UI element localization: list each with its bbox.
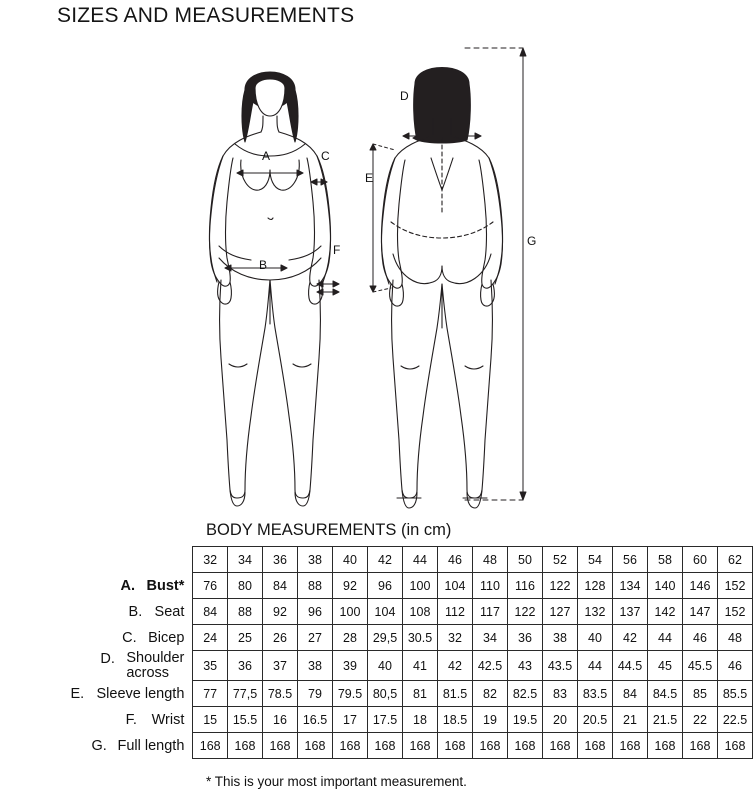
measurement-value-cell: 168 <box>402 733 437 759</box>
measurement-value-cell: 44.5 <box>612 651 647 681</box>
back-waist-line <box>391 222 493 238</box>
measurement-value-cell: 29,5 <box>367 625 402 651</box>
measurement-label-cell <box>0 681 193 707</box>
measurement-value-cell: 100 <box>402 573 437 599</box>
measurement-value-cell: 17 <box>332 707 367 733</box>
size-header-cell: 54 <box>577 547 612 573</box>
measurement-value-cell: 37 <box>262 651 297 681</box>
table-row <box>0 681 753 707</box>
size-header-cell: 52 <box>542 547 577 573</box>
size-header-cell: 50 <box>507 547 542 573</box>
front-wrist-arrow <box>317 281 339 295</box>
table-row <box>0 707 753 733</box>
front-knees <box>229 364 311 367</box>
measurement-value-cell: 28 <box>332 625 367 651</box>
measurement-value-cell: 77 <box>193 681 228 707</box>
measurement-value-cell: 80 <box>227 573 262 599</box>
back-left-leg <box>392 280 443 498</box>
measurement-value-cell: 122 <box>507 599 542 625</box>
measurement-value-cell: 30.5 <box>402 625 437 651</box>
measurement-name: Sleeve length <box>96 685 185 702</box>
measurement-value-cell: 112 <box>437 599 472 625</box>
measurement-value-cell: 43.5 <box>542 651 577 681</box>
table-row <box>0 733 753 759</box>
front-right-leg <box>270 280 321 498</box>
measurement-value-cell: 168 <box>472 733 507 759</box>
size-header-cell: 44 <box>402 547 437 573</box>
measurement-value-cell: 16.5 <box>297 707 332 733</box>
table-title: BODY MEASUREMENTS (in cm) <box>206 521 452 539</box>
measurement-value-cell: 122 <box>542 573 577 599</box>
measurement-value-cell: 79.5 <box>332 681 367 707</box>
measurement-name: Shoulder across <box>126 650 185 681</box>
measurement-letter: F. <box>125 711 137 728</box>
measurement-value-cell: 32 <box>437 625 472 651</box>
measurements-table <box>0 546 753 759</box>
measurement-value-cell: 35 <box>193 651 228 681</box>
measurement-letter: C. <box>122 629 137 646</box>
measurement-letter: A. <box>120 577 136 594</box>
figure-illustration <box>175 32 595 512</box>
measurement-value-cell: 38 <box>542 625 577 651</box>
measurement-value-cell: 96 <box>297 599 332 625</box>
measurement-name: Wrist <box>151 711 185 728</box>
table-row <box>0 625 753 651</box>
measurement-value-cell: 39 <box>332 651 367 681</box>
label-f: F <box>333 243 341 257</box>
full-length-arrow <box>465 48 526 500</box>
back-right-foot <box>467 490 482 508</box>
measurement-letter: G. <box>91 737 107 754</box>
measurement-letter: D. <box>100 650 115 667</box>
front-hip-line <box>219 258 321 280</box>
measurement-value-cell: 84 <box>262 573 297 599</box>
measurement-value-cell: 152 <box>717 573 752 599</box>
measurement-value-cell: 44 <box>577 651 612 681</box>
label-a: A <box>262 149 271 163</box>
measurement-value-cell: 41 <box>402 651 437 681</box>
measurement-value-cell: 84 <box>193 599 228 625</box>
table-row <box>0 573 753 599</box>
back-right-outline <box>451 136 503 284</box>
measurement-value-cell: 20.5 <box>577 707 612 733</box>
measurement-value-cell: 45.5 <box>682 651 717 681</box>
measurement-name: Seat <box>154 603 185 620</box>
size-header-row <box>0 547 753 573</box>
table-row <box>0 599 753 625</box>
measurement-value-cell: 22.5 <box>717 707 752 733</box>
measurement-value-cell: 88 <box>227 599 262 625</box>
measurement-value-cell: 24 <box>193 625 228 651</box>
label-e: E <box>365 171 374 185</box>
page-title: SIZES AND MEASUREMENTS <box>57 4 355 27</box>
measurement-value-cell: 142 <box>647 599 682 625</box>
measurement-label-cell <box>0 599 193 625</box>
label-b: B <box>259 258 268 272</box>
measurement-value-cell: 137 <box>612 599 647 625</box>
measurement-value-cell: 17.5 <box>367 707 402 733</box>
measurement-value-cell: 36 <box>507 625 542 651</box>
size-header-cell: 34 <box>227 547 262 573</box>
label-c: C <box>321 149 330 163</box>
measurement-value-cell: 83 <box>542 681 577 707</box>
measurement-label-cell <box>0 625 193 651</box>
size-header-cell: 56 <box>612 547 647 573</box>
size-header-cell: 48 <box>472 547 507 573</box>
measurement-value-cell: 18.5 <box>437 707 472 733</box>
measurement-value-cell: 134 <box>612 573 647 599</box>
measurement-value-cell: 81 <box>402 681 437 707</box>
measurement-value-cell: 168 <box>437 733 472 759</box>
measurement-value-cell: 18 <box>402 707 437 733</box>
body-measurement-figures <box>175 32 595 512</box>
measurement-value-cell: 42 <box>612 625 647 651</box>
size-header-cell: 58 <box>647 547 682 573</box>
measurement-value-cell: 146 <box>682 573 717 599</box>
front-waist <box>219 246 321 260</box>
footnote: * This is your most important measurement. <box>206 774 467 789</box>
measurement-value-cell: 42 <box>437 651 472 681</box>
measurement-name: Full length <box>117 737 185 754</box>
front-navel <box>268 218 273 220</box>
size-header-cell: 42 <box>367 547 402 573</box>
measurement-value-cell: 132 <box>577 599 612 625</box>
measurement-value-cell: 104 <box>367 599 402 625</box>
size-header-cell: 40 <box>332 547 367 573</box>
measurement-value-cell: 108 <box>402 599 437 625</box>
measurement-name: Bust* <box>146 577 185 594</box>
front-left-outline <box>210 132 262 282</box>
back-hair <box>414 68 471 144</box>
measurement-value-cell: 92 <box>262 599 297 625</box>
measurement-letter: B. <box>128 603 143 620</box>
measurement-value-cell: 127 <box>542 599 577 625</box>
measurement-value-cell: 168 <box>717 733 752 759</box>
measurement-value-cell: 45 <box>647 651 682 681</box>
measurement-value-cell: 168 <box>297 733 332 759</box>
measurement-value-cell: 43 <box>507 651 542 681</box>
front-right-bust <box>270 160 299 190</box>
measurements-table-wrap <box>0 546 753 759</box>
measurement-value-cell: 92 <box>332 573 367 599</box>
size-header-cell: 60 <box>682 547 717 573</box>
size-header-cell: 36 <box>262 547 297 573</box>
measurement-value-cell: 168 <box>612 733 647 759</box>
measurement-value-cell: 100 <box>332 599 367 625</box>
label-d: D <box>400 89 409 103</box>
measurement-name: Bicep <box>148 629 185 646</box>
measurement-value-cell: 34 <box>472 625 507 651</box>
measurement-value-cell: 168 <box>193 733 228 759</box>
table-row <box>0 651 753 681</box>
measurement-value-cell: 81.5 <box>437 681 472 707</box>
measurement-label-cell <box>0 573 193 599</box>
measurement-value-cell: 82 <box>472 681 507 707</box>
measurement-value-cell: 77,5 <box>227 681 262 707</box>
measurement-label-cell <box>0 707 193 733</box>
measurement-label-cell <box>0 733 193 759</box>
measurement-value-cell: 44 <box>647 625 682 651</box>
measurement-label-cell <box>0 651 193 681</box>
back-knees <box>401 366 483 369</box>
measurement-value-cell: 21.5 <box>647 707 682 733</box>
measurement-value-cell: 168 <box>367 733 402 759</box>
front-face <box>255 79 285 116</box>
measurement-value-cell: 78.5 <box>262 681 297 707</box>
measurement-value-cell: 168 <box>227 733 262 759</box>
measurement-value-cell: 36 <box>227 651 262 681</box>
measurement-value-cell: 21 <box>612 707 647 733</box>
measurement-value-cell: 38 <box>297 651 332 681</box>
measurement-value-cell: 76 <box>193 573 228 599</box>
measurement-value-cell: 168 <box>577 733 612 759</box>
measurement-value-cell: 15 <box>193 707 228 733</box>
measurement-value-cell: 22 <box>682 707 717 733</box>
measurement-value-cell: 96 <box>367 573 402 599</box>
front-seat-arrow <box>225 265 287 271</box>
measurement-value-cell: 152 <box>717 599 752 625</box>
measurement-value-cell: 48 <box>717 625 752 651</box>
size-header-cell: 62 <box>717 547 752 573</box>
measurement-value-cell: 168 <box>682 733 717 759</box>
measurement-value-cell: 15.5 <box>227 707 262 733</box>
measurement-value-cell: 84 <box>612 681 647 707</box>
size-header-cell: 46 <box>437 547 472 573</box>
measurement-value-cell: 168 <box>332 733 367 759</box>
measurement-value-cell: 16 <box>262 707 297 733</box>
measurement-value-cell: 79 <box>297 681 332 707</box>
back-left-foot <box>402 490 417 508</box>
measurement-value-cell: 19 <box>472 707 507 733</box>
measurement-value-cell: 128 <box>577 573 612 599</box>
measurement-value-cell: 82.5 <box>507 681 542 707</box>
measurement-value-cell: 83.5 <box>577 681 612 707</box>
measurement-value-cell: 147 <box>682 599 717 625</box>
measurement-value-cell: 25 <box>227 625 262 651</box>
back-right-leg <box>442 280 493 498</box>
size-header-cell: 38 <box>297 547 332 573</box>
measurement-value-cell: 40 <box>367 651 402 681</box>
measurement-value-cell: 26 <box>262 625 297 651</box>
measurement-value-cell: 117 <box>472 599 507 625</box>
front-left-leg <box>220 280 271 498</box>
measurement-value-cell: 168 <box>647 733 682 759</box>
measurement-letter: E. <box>70 685 85 702</box>
measurement-value-cell: 84.5 <box>647 681 682 707</box>
measurement-value-cell: 85 <box>682 681 717 707</box>
measurement-value-cell: 27 <box>297 625 332 651</box>
measurement-value-cell: 168 <box>542 733 577 759</box>
label-g: G <box>527 234 537 248</box>
front-left-bust <box>241 160 270 190</box>
header-label-cell <box>0 547 193 573</box>
measurement-value-cell: 88 <box>297 573 332 599</box>
front-neck <box>261 116 279 132</box>
measurement-value-cell: 42.5 <box>472 651 507 681</box>
back-left-outline <box>382 136 434 284</box>
measurement-value-cell: 104 <box>437 573 472 599</box>
measurement-value-cell: 116 <box>507 573 542 599</box>
measurement-value-cell: 46 <box>682 625 717 651</box>
measurement-value-cell: 20 <box>542 707 577 733</box>
measurement-value-cell: 168 <box>262 733 297 759</box>
measurement-value-cell: 110 <box>472 573 507 599</box>
measurement-value-cell: 85.5 <box>717 681 752 707</box>
measurement-value-cell: 40 <box>577 625 612 651</box>
measurement-value-cell: 168 <box>507 733 542 759</box>
size-header-cell: 32 <box>193 547 228 573</box>
measurement-value-cell: 80,5 <box>367 681 402 707</box>
measurement-value-cell: 140 <box>647 573 682 599</box>
measurement-value-cell: 19.5 <box>507 707 542 733</box>
measurement-value-cell: 46 <box>717 651 752 681</box>
